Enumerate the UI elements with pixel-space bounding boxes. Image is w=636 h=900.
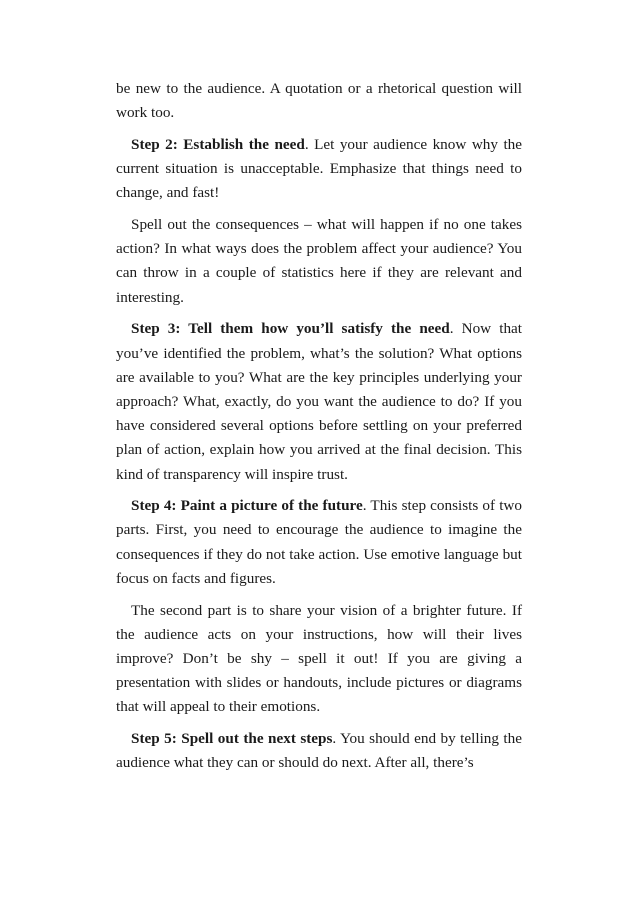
step-4-heading: Step 4: Paint a picture of the future [131, 497, 363, 515]
paragraph-text: . Now that you’ve identified the problem, what’s the solution? What options are available to you? What are the key principles underlying your approach? What, exactly, do you want the audience to do? If you have considered several options before settling on your preferred plan of action, explain how you arrived at the final decision. This kind of transparency will inspire trust. [116, 320, 523, 483]
document-page [116, 77, 522, 783]
paragraph-text: Spell out the consequences – what will happen if no one takes action? In what ways does the problem affect your audience? You can throw in a couple of statistics here if they are relevant and interesting. [116, 216, 522, 306]
paragraph-text: . This step consists of two parts. First, you need to encourage the audience to imagine the consequences if they do not take action. Use emotive language but focus on facts and figures. [116, 497, 522, 587]
paragraph-intro-continued [116, 77, 522, 125]
paragraph-step-4-second-part [116, 599, 522, 720]
paragraph-step-2-consequences [116, 213, 522, 310]
step-2-heading: Step 2: Establish the need [131, 135, 305, 153]
paragraph-text: . Let your audience know why the current situation is unacceptable. Emphasize that things need to change, and fast! [116, 135, 523, 202]
paragraph-text: be new to the audience. A quotation or a rhetorical question will work too. [116, 80, 522, 122]
step-3-heading: Step 3: Tell them how you’ll satisfy the need [131, 320, 450, 338]
paragraph-step-2 [116, 133, 522, 206]
paragraph-step-4 [116, 494, 522, 591]
paragraph-text: The second part is to share your vision of a brighter future. If the audience acts on your instructions, how will their lives improve? Don’t be shy – spell it out! If you are giving a presentation with slides or handouts, include pictures or diagrams that will appeal to their emotions. [116, 601, 522, 716]
step-5-heading: Step 5: Spell out the next steps [131, 730, 333, 748]
paragraph-text: . You should end by telling the audience what they can or should do next. After all, there’s [116, 730, 522, 772]
paragraph-step-5 [116, 727, 522, 775]
paragraph-step-3 [116, 317, 522, 486]
